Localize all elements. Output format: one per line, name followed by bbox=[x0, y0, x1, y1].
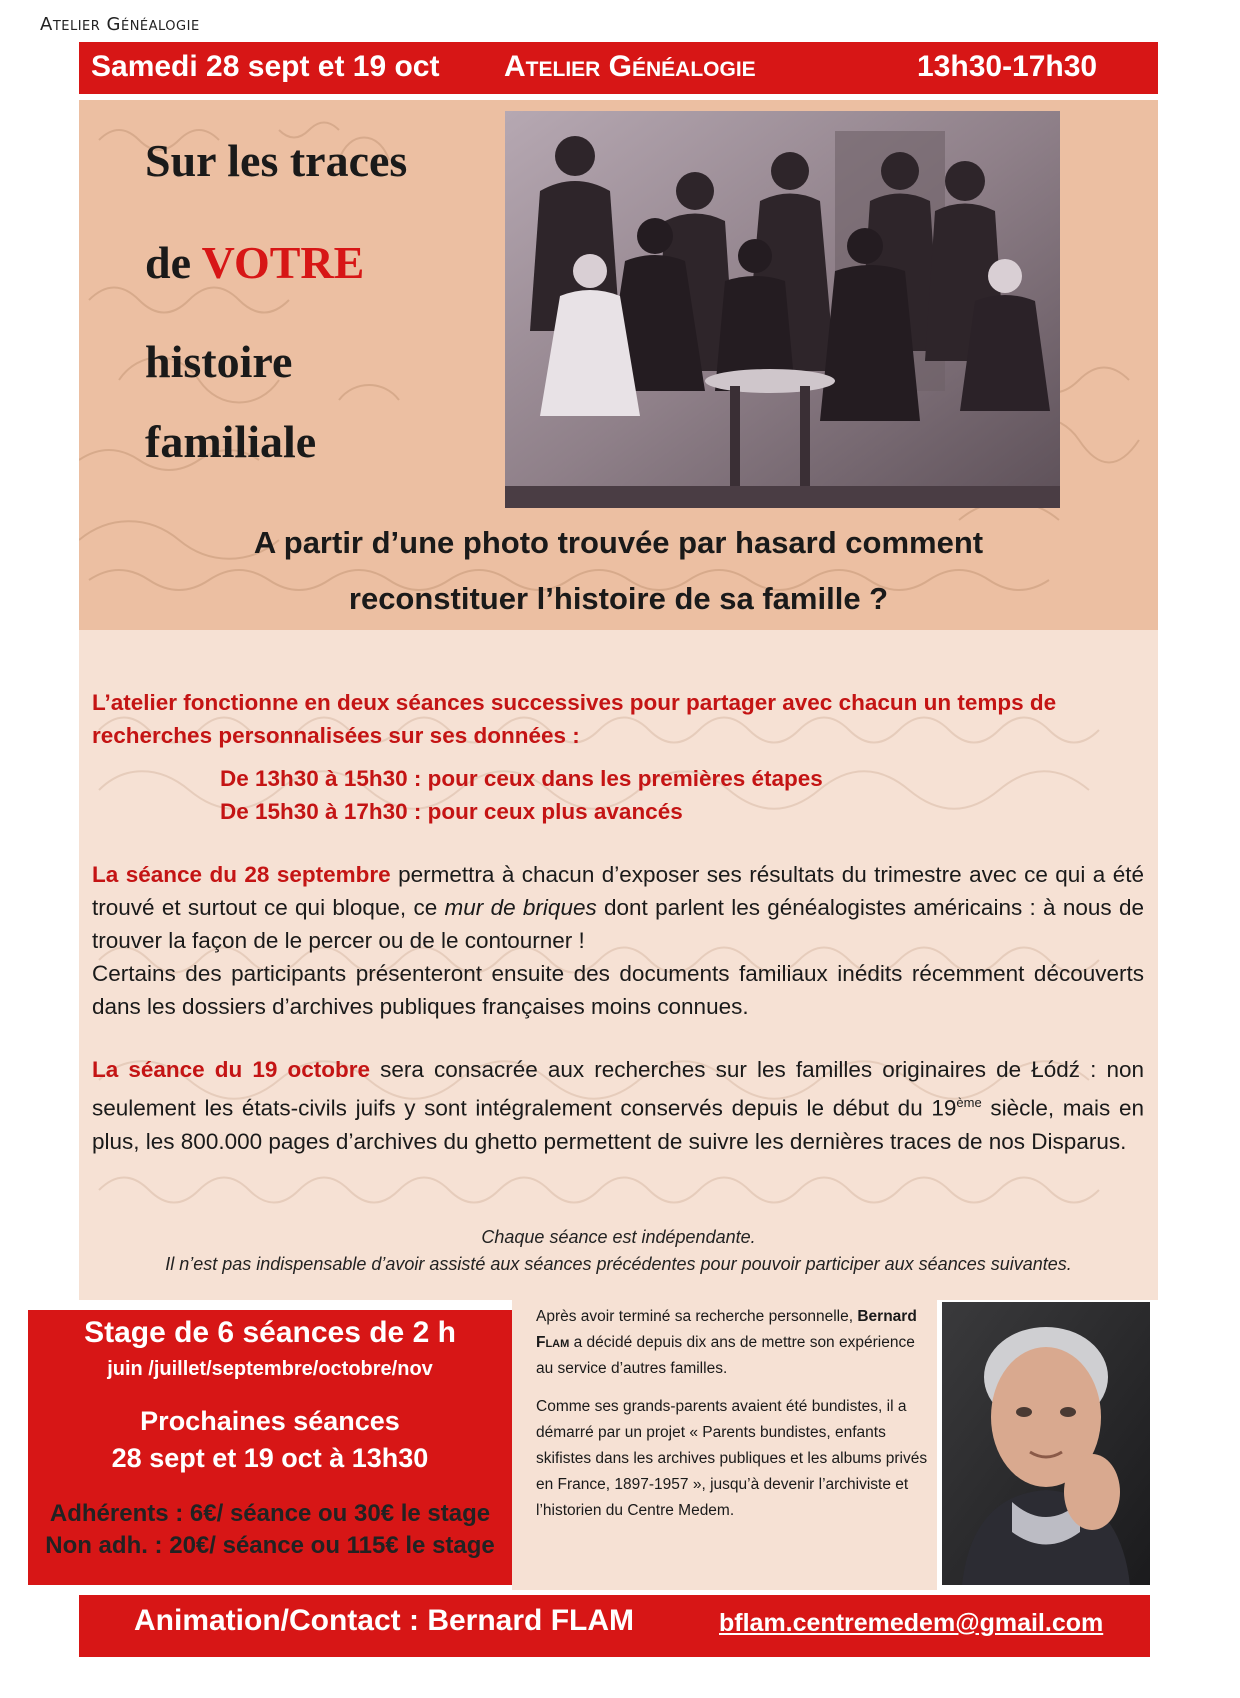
title-line-2-prefix: de bbox=[145, 237, 202, 288]
next-sessions-title: Prochaines séances bbox=[140, 1406, 400, 1436]
family-photo-icon bbox=[505, 111, 1060, 508]
event-time: 13h30-17h30 bbox=[917, 50, 1098, 83]
bio-p1-a: Après avoir terminé sa recherche personnelle, bbox=[536, 1308, 858, 1325]
session1-lead: La séance du 28 septembre bbox=[92, 862, 391, 887]
stage-title: Stage de 6 séances de 2 h bbox=[84, 1316, 456, 1349]
price-non-members: Non adh. : 20€/ séance ou 115€ le stage bbox=[45, 1532, 495, 1559]
family-photo bbox=[505, 111, 1060, 508]
stage-months: juin /juillet/septembre/octobre/nov bbox=[107, 1358, 433, 1380]
title-line-4: familiale bbox=[145, 416, 317, 467]
note-line-1: Chaque séance est indépendante. bbox=[481, 1227, 756, 1247]
contact-label: Animation/Contact : Bernard FLAM bbox=[134, 1604, 634, 1637]
contact-email-link[interactable]: bflam.centremedem@gmail.com bbox=[719, 1609, 1104, 1637]
title-emphasis: VOTRE bbox=[201, 237, 365, 288]
portrait-photo bbox=[942, 1302, 1150, 1585]
bio-paragraph-2: Comme ses grands-parents avaient été bundistes, il a démarré par un projet « Parents bundistes, enfants skifistes dans les archives publiques et les albums privés en France, 1897-1957 », jusqu’à devenir l’archiviste et l’historien du Centre Medem. bbox=[536, 1398, 928, 1519]
subtitle-line-2: reconstituer l’histoire de sa famille ? bbox=[348, 581, 889, 616]
title-line-2 bbox=[145, 236, 364, 289]
title-line-3: histoire bbox=[145, 336, 293, 387]
session1-italic: mur de briques bbox=[444, 895, 597, 920]
independence-note bbox=[79, 1224, 1158, 1278]
header-label bbox=[40, 14, 200, 35]
title-line-1: Sur les traces bbox=[145, 135, 408, 186]
session2-paragraph bbox=[92, 1053, 1144, 1158]
subtitle-line-1: A partir d’une photo trouvée par hasard comment bbox=[253, 525, 984, 560]
session1-text-a: permettra à chacun d’exposer ses résultats du trimestre avec ce qui a été trouvé et surtout ce qui bloque, ce bbox=[92, 862, 1144, 920]
hero-subtitle bbox=[79, 515, 1158, 627]
top-banner bbox=[79, 42, 1158, 94]
bio-p1-b: a décidé depuis dix ans de mettre son expérience au service d’autres familles. bbox=[536, 1334, 915, 1377]
bio-surname: Flam bbox=[536, 1334, 570, 1351]
event-dates: Samedi 28 sept et 19 oct bbox=[91, 50, 440, 83]
bio-paragraph-1 bbox=[536, 1304, 931, 1382]
price-members: Adhérents : 6€/ séance ou 30€ le stage bbox=[49, 1500, 491, 1527]
body-text bbox=[92, 686, 1144, 1188]
header-label-initial: A bbox=[40, 14, 53, 35]
session1-paragraph bbox=[92, 858, 1144, 957]
next-sessions-dates: 28 sept et 19 oct à 13h30 bbox=[111, 1443, 429, 1473]
session1-extra-paragraph: Certains des participants présenteront ensuite des documents familiaux inédits récemment découverts dans les dossiers d’archives publiques françaises moins connues. bbox=[92, 961, 1144, 1019]
session2-text-a: sera consacrée aux recherches sur les familles originaires de Łódź : non seulement les états-civils juifs y sont intégralement conservés depuis le début du 19 bbox=[92, 1057, 1144, 1121]
bio-text bbox=[536, 1304, 931, 1536]
bio-name: Bernard bbox=[857, 1308, 917, 1325]
stage-box bbox=[28, 1310, 512, 1585]
session1-text-b: dont parlent les généalogistes américains : à nous de trouver la façon de le percer ou de le contourner ! bbox=[92, 895, 1144, 953]
time-slots bbox=[220, 762, 1144, 828]
intro-paragraph: L’atelier fonctionne en deux séances successives pour partager avec chacun un temps de recherches personnalisées sur ses données : bbox=[92, 690, 1057, 748]
header-label-rest: telier Généalogie bbox=[52, 14, 200, 35]
note-line-2: Il n’est pas indispensable d’avoir assisté aux séances précédentes pour pouvoir participer aux séances suivantes. bbox=[165, 1254, 1072, 1274]
session2-text-b: siècle, mais en plus, les 800.000 pages d’archives du ghetto permettent de suivre les dernières traces de nos Disparus. bbox=[92, 1095, 1145, 1154]
contact-banner bbox=[79, 1595, 1150, 1657]
portrait-icon bbox=[942, 1302, 1150, 1585]
session2-lead: La séance du 19 octobre bbox=[92, 1057, 370, 1082]
time-slot-2: De 15h30 à 17h30 : pour ceux plus avancés bbox=[220, 799, 683, 824]
time-slot-1: De 13h30 à 15h30 : pour ceux dans les premières étapes bbox=[220, 766, 823, 791]
session2-superscript: ème bbox=[956, 1095, 982, 1110]
event-title: Atelier Généalogie bbox=[504, 50, 756, 83]
